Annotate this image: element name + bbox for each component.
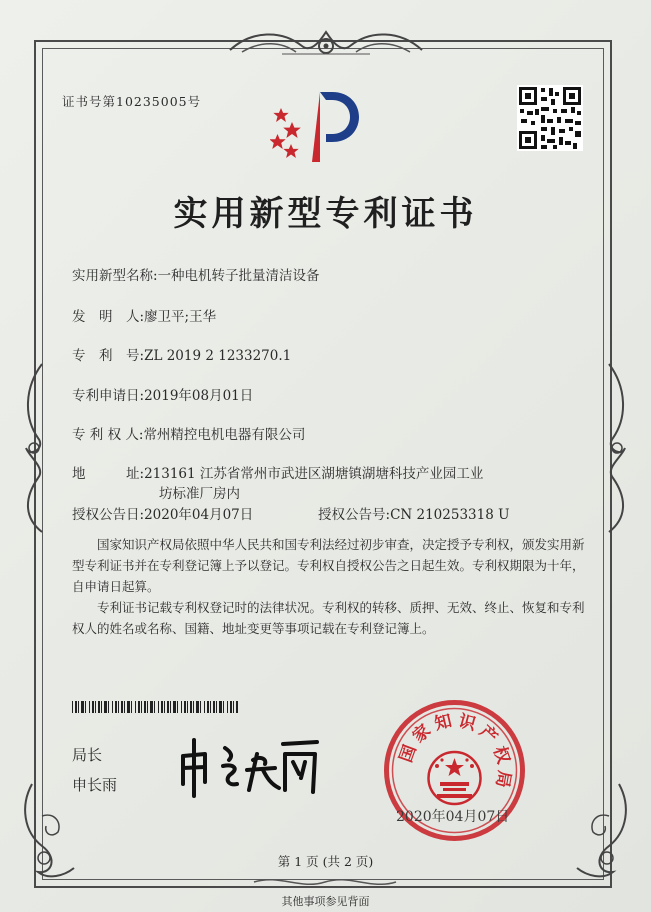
inventor-value: 廖卫平;王华: [144, 309, 217, 325]
filing-date-label: 专利申请日:: [72, 388, 145, 404]
patentee-value: 常州精控电机电器有限公司: [143, 427, 306, 443]
page-indicator: 第 1 页 (共 2 页): [277, 854, 374, 869]
address-value-line1: 213161 江苏省常州市武进区湖塘镇湖塘科技产业园工业: [144, 466, 484, 482]
address-value-line2: 坊标准厂房内: [159, 486, 240, 502]
barcode-icon: [72, 701, 240, 713]
grant-date-row: [72, 503, 253, 523]
filing-date-row: [72, 384, 253, 404]
seal-date: 2020年04月07日: [396, 809, 510, 825]
statement-paragraph-2: 专利证书记载专利权登记时的法律状况。专利权的转移、质押、无效、终止、恢复和专利权人的姓名或名称、国籍、地址变更等事项记载在专利登记簿上。: [72, 600, 585, 636]
patent-office-logo-icon: [270, 86, 380, 166]
left-ornament: [20, 358, 50, 538]
patent-number-label: 专 利 号:: [72, 348, 145, 364]
right-ornament: [601, 358, 631, 538]
handwritten-signature: [175, 734, 325, 799]
filing-date-value: 2019年08月01日: [144, 388, 254, 404]
patent-number-row: [72, 344, 291, 364]
footer-note: 其他事项参见背面: [281, 895, 370, 908]
grant-number-row: [318, 503, 509, 523]
director-name: 申长雨: [72, 776, 118, 794]
certificate-number: 证书号第10235005号: [62, 94, 202, 109]
statement-paragraph-1: 国家知识产权局依照中华人民共和国专利法经过初步审查，决定授予专利权，颁发实用新型专利证书并在专利登记簿上予以登记。专利权自授权公告之日起生效。专利权期限为十年，自申请日起算。: [72, 537, 585, 594]
grant-date-value: 2020年04月07日: [144, 507, 254, 523]
director-title: 局长: [72, 746, 103, 764]
address-row: [72, 462, 483, 482]
seal-character: 知: [432, 711, 454, 735]
address-label: 地 址:: [72, 466, 145, 482]
utility-model-name-label: 实用新型名称:: [72, 268, 158, 284]
top-ornament: [222, 26, 430, 60]
patent-number-value: ZL 2019 2 1233270.1: [144, 348, 292, 364]
seal-character: 国: [396, 742, 421, 766]
grant-date-label: 授权公告日:: [72, 507, 145, 523]
seal-character: 产: [475, 721, 502, 748]
seal-character: 局: [491, 768, 515, 790]
bottom-center-ornament: [250, 874, 400, 890]
grant-number-value: CN 210253318 U: [390, 507, 510, 523]
seal-character: 家: [408, 720, 435, 748]
patentee-label: 专 利 权 人:: [72, 427, 144, 443]
qr-code-icon: [517, 85, 583, 151]
grant-number-label: 授权公告号:: [318, 507, 391, 523]
inventor-row: [72, 305, 216, 325]
certificate-title: 实用新型专利证书: [173, 194, 478, 234]
patentee-row: [72, 423, 305, 443]
utility-model-name-value: 一种电机转子批量清洁设备: [157, 268, 320, 284]
utility-model-name-row: [72, 264, 320, 284]
seal-character: 权: [488, 743, 514, 767]
inventor-label: 发 明 人:: [72, 309, 145, 325]
seal-character: 识: [456, 711, 478, 736]
